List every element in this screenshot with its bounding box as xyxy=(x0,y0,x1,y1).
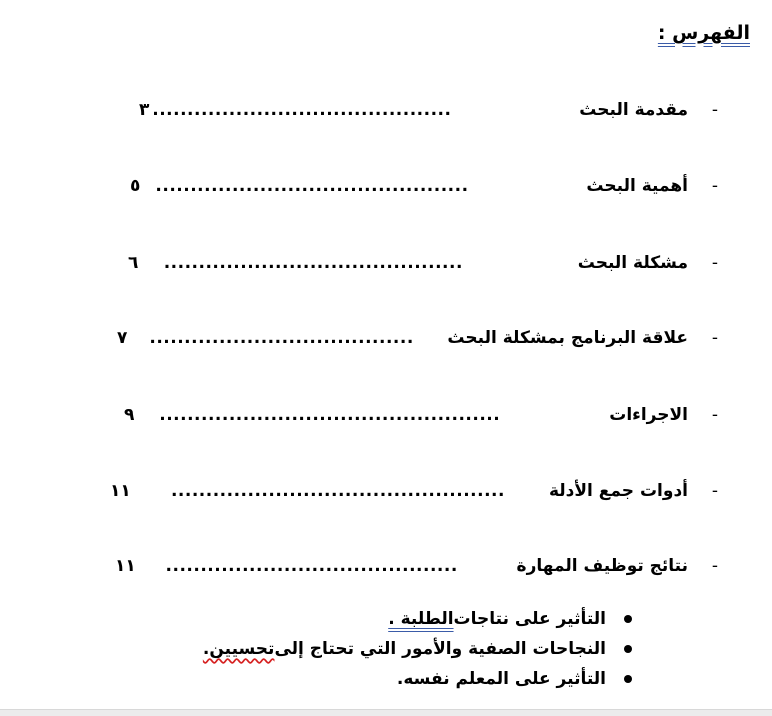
page-number: ١١ xyxy=(110,481,131,501)
entry-dash: - xyxy=(711,176,718,196)
entry-leader-dots: ................................................. xyxy=(159,405,501,425)
entry-dash: - xyxy=(711,328,718,348)
page-number: ١١ xyxy=(115,556,136,576)
toc-entry-page xyxy=(128,250,138,276)
toc-entry-page xyxy=(115,553,136,579)
page-number: ٩ xyxy=(124,405,135,425)
entry-dash: - xyxy=(711,481,718,501)
bullet-dot xyxy=(624,645,632,653)
bullet-text: التأثير على نتاجات xyxy=(453,609,606,629)
entry-leader-dots: ...................................... xyxy=(149,328,414,348)
list-item xyxy=(203,664,632,694)
bullet-dot xyxy=(624,675,632,683)
entry-title: علاقة البرنامج بمشكلة البحث xyxy=(447,328,688,348)
toc-entry-page xyxy=(117,325,127,351)
toc-entry-page xyxy=(139,97,149,123)
toc-entry xyxy=(152,97,718,123)
entry-leader-dots: ............................................. xyxy=(155,176,469,196)
toc-entry-page xyxy=(110,478,131,504)
index-heading: الفهرس : xyxy=(657,22,750,44)
entry-leader-dots: ........................................... xyxy=(163,253,463,273)
toc-entry xyxy=(155,173,718,199)
bullet-list xyxy=(203,604,632,694)
toc-entry-page xyxy=(124,402,134,428)
list-item xyxy=(203,604,632,634)
toc-entry-page xyxy=(130,173,140,199)
entry-title: مشكلة البحث xyxy=(577,253,688,273)
list-item xyxy=(203,634,632,664)
toc-entry xyxy=(170,478,718,504)
entry-title: مقدمة البحث xyxy=(579,100,688,120)
bullet-text-marked: الطلبة . xyxy=(388,609,454,629)
entry-leader-dots: .......................................... xyxy=(165,556,458,576)
entry-dash: - xyxy=(711,253,718,273)
page-number: ٣ xyxy=(139,100,150,120)
entry-dash: - xyxy=(711,405,718,425)
toc-entry xyxy=(149,325,718,351)
bullet-text: التأثير على المعلم نفسه. xyxy=(396,669,606,689)
page-bottom-edge xyxy=(0,709,772,716)
toc-entry xyxy=(163,250,718,276)
entry-dash: - xyxy=(711,556,718,576)
bullet-text-marked: تحسيين. xyxy=(202,639,275,659)
entry-leader-dots: ................................................ xyxy=(170,481,505,501)
page-number: ٧ xyxy=(117,328,128,348)
entry-leader-dots: ........................................... xyxy=(152,100,452,120)
page-number: ٦ xyxy=(128,253,139,273)
bullet-dot xyxy=(624,615,632,623)
entry-dash: - xyxy=(711,100,718,120)
entry-title: الاجراءات xyxy=(609,405,688,425)
page-number: ٥ xyxy=(130,176,141,196)
toc-entry xyxy=(165,553,718,579)
toc-entry xyxy=(159,402,718,428)
entry-title: أدوات جمع الأدلة xyxy=(548,481,688,501)
entry-title: أهمية البحث xyxy=(586,176,688,196)
entry-title: نتائج توظيف المهارة xyxy=(516,556,688,576)
bullet-text: النجاحات الصفية والأمور التي تحتاج إلى xyxy=(274,639,606,659)
